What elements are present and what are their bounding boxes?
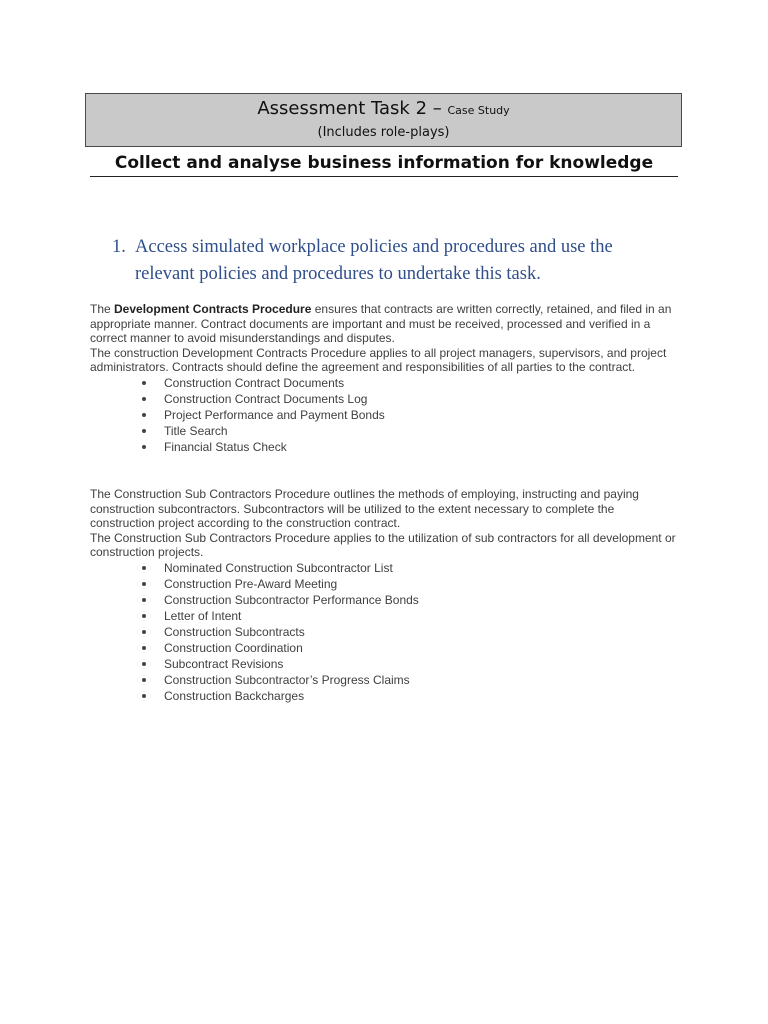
list-item: Construction Pre-Award Meeting: [90, 576, 680, 592]
sub-contractors-section: [90, 487, 680, 704]
section2-paragraph-1: The Construction Sub Contractors Procedure outlines the methods of employing, instructing and paying construction subcontractors. Subcontractors will be utilized to the extent necessary to complete the construction project according to the construction contract.: [90, 487, 639, 530]
list-item: Construction Coordination: [90, 640, 680, 656]
list-item: Construction Subcontractor’s Progress Claims: [90, 672, 680, 688]
procedure-name: Development Contracts Procedure: [114, 302, 312, 316]
list-item: Construction Contract Documents Log: [90, 391, 680, 407]
list-item: Subcontract Revisions: [90, 656, 680, 672]
development-contracts-section: [90, 302, 680, 455]
list-item: Financial Status Check: [90, 439, 680, 455]
list-item: Title Search: [90, 423, 680, 439]
list-item: Construction Backcharges: [90, 688, 680, 704]
task-heading: [112, 234, 672, 288]
list-item: Construction Contract Documents: [90, 375, 680, 391]
section1-intro-prefix: The: [90, 302, 115, 316]
assessment-title-main: Assessment Task 2 –: [257, 98, 442, 119]
section1-paragraph-2: The construction Development Contracts Procedure applies to all project managers, supervisors, and project administrators. Contracts should define the agreement and responsibilities of all parties to the contract.: [90, 345, 667, 374]
section1-bullet-list: [90, 375, 680, 455]
section1-intro: [90, 302, 680, 346]
title-divider: [90, 176, 678, 177]
page-title: Collect and analyse business information for knowledge: [114, 153, 654, 173]
assessment-header-box: [85, 93, 682, 147]
section1-intro-rest: ensures that contracts are written correctly, retained, and filed in an appropriate manner. Contract documents are important and must be received, processed and verified in a correct manner to avoid misunderstandings and disputes.: [90, 302, 672, 345]
assessment-title: [86, 98, 681, 122]
section2-paragraph-2: The Construction Sub Contractors Procedure applies to the utilization of sub contractors for all development or construction projects.: [90, 530, 676, 559]
list-item: Construction Subcontracts: [90, 624, 680, 640]
task-number: 1.: [112, 237, 126, 257]
assessment-subtitle: (Includes role-plays): [317, 125, 450, 140]
list-item: Letter of Intent: [90, 608, 680, 624]
list-item: Construction Subcontractor Performance Bonds: [90, 592, 680, 608]
section2-bullet-list: [90, 560, 680, 704]
assessment-title-small: Case Study: [447, 104, 510, 117]
list-item: Project Performance and Payment Bonds: [90, 407, 680, 423]
task-text: Access simulated workplace policies and procedures and use the relevant policies and procedures to undertake this task.: [135, 237, 613, 284]
list-item: Nominated Construction Subcontractor List: [90, 560, 680, 576]
